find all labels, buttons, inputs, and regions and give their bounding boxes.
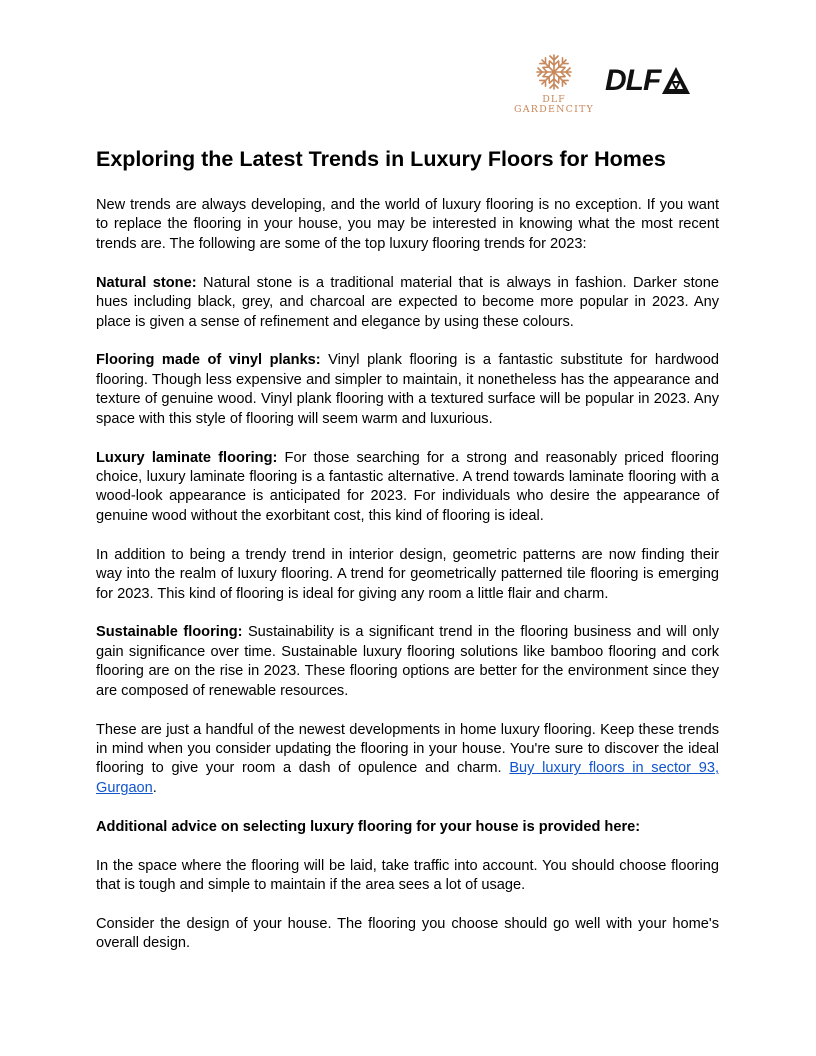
section-vinyl-planks — [96, 351, 719, 429]
section-heading: Luxury laminate flooring: — [96, 449, 278, 466]
intro-paragraph: New trends are always developing, and the world of luxury flooring is no exception. If you want to replace the flooring in your house, you may be interested in knowing what the most recent trends are. The following are some of the top luxury flooring trends for 2023: — [96, 197, 719, 252]
section-sustainable — [96, 623, 719, 701]
section-heading: Natural stone: — [96, 274, 197, 291]
section-text: Natural stone is a traditional material that is always in fashion. Darker stone hues including black, grey, and charcoal are expected to become more popular in 2023. Any place is given a sense of refinement and elegance by using these colours. — [96, 274, 719, 330]
section-heading: Sustainable flooring: — [96, 624, 243, 641]
section-text: For those searching for a strong and reasonably priced flooring choice, luxury laminate flooring is a fantastic alternative. A trend towards laminate flooring with a wood-look appearance is anticipated for 2023. For individuals who desire the appearance of genuine wood without the exorbitant cost, this kind of flooring is ideal. — [96, 449, 719, 524]
gardencity-logo-line1: DLF — [542, 94, 566, 105]
dlf-gardencity-logo — [512, 52, 596, 122]
snowflake-emblem-icon — [534, 52, 574, 92]
header-logos — [512, 52, 692, 122]
geometric-paragraph: In addition to being a trendy trend in interior design, geometric patterns are now finding their way into the realm of luxury flooring. A trend for geometrically patterned tile flooring is emerging for 2023. This kind of flooring is ideal for giving any room a little flair and charm. — [96, 546, 719, 602]
dlf-wordmark: DLF — [605, 64, 661, 97]
triangle-pattern-emblem-icon — [661, 66, 691, 96]
buy-luxury-floors-link[interactable]: Buy luxury floors in sector 93, Gurgaon — [96, 760, 720, 796]
dlf-logo — [605, 66, 695, 98]
section-laminate — [96, 449, 719, 527]
section-heading: Flooring made of vinyl planks: — [96, 352, 321, 369]
closing-period: . — [152, 779, 157, 796]
section-text: Vinyl plank flooring is a fantastic substitute for hardwood flooring. Though less expensive and simpler to maintain, it nonetheless has the appearance and texture of genuine wood. Vinyl plank flooring with a textured surface will be popular in 2023. Any space with this style of flooring will seem warm and luxurious. — [96, 352, 720, 427]
page-title: Exploring the Latest Trends in Luxury Floors for Homes — [96, 147, 666, 171]
article — [96, 144, 719, 973]
section-text: Sustainability is a significant trend in the flooring business and will only gain significance over time. Sustainable luxury flooring solutions like bamboo flooring and cork flooring are on the rise in 2023. These flooring options are better for the environment since they are composed of renewable resources. — [96, 624, 719, 699]
gardencity-logo-line2: GARDENCITY — [513, 104, 595, 115]
advice-paragraph: Consider the design of your house. The flooring you choose should go well with your home's overall design. — [96, 915, 719, 952]
advice-heading-text: Additional advice on selecting luxury flooring for your house is provided here: — [96, 818, 641, 835]
section-natural-stone — [96, 274, 719, 332]
advice-paragraph: In the space where the flooring will be laid, take traffic into account. You should choose flooring that is tough and simple to maintain if the area sees a lot of usage. — [96, 857, 719, 893]
advice-heading — [96, 818, 719, 837]
closing-text: These are just a handful of the newest developments in home luxury flooring. Keep these trends in mind when you consider updating the flooring in your house. You're sure to discover the ideal flooring to give your room a dash of opulence and charm. — [96, 721, 719, 777]
closing-paragraph — [96, 721, 719, 799]
